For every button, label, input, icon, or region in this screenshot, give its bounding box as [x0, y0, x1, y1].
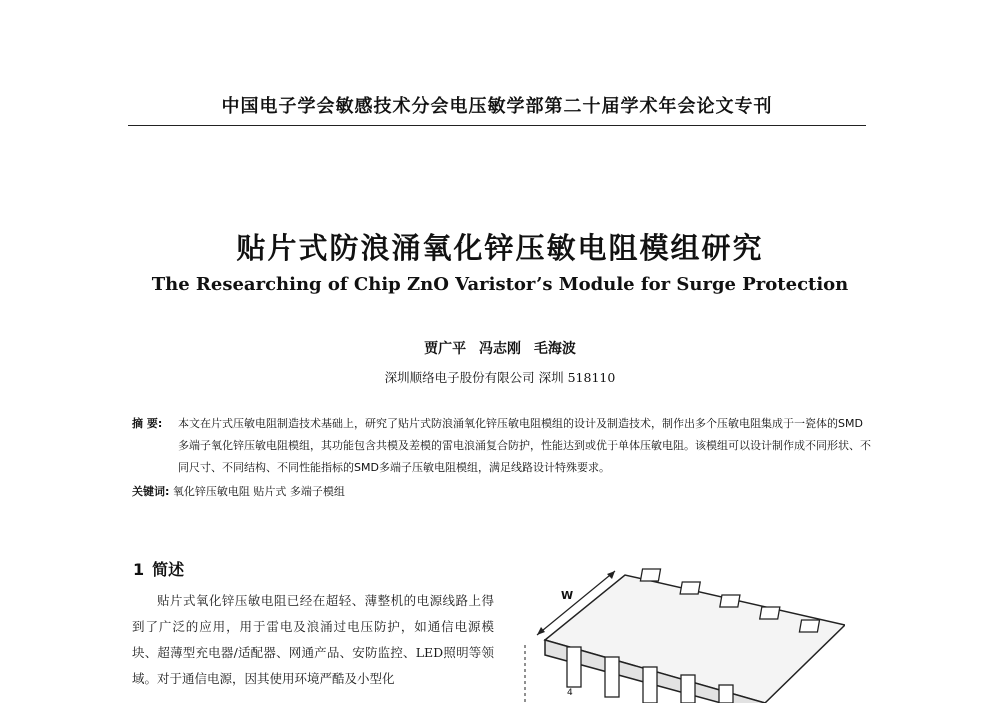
back-terminal	[680, 582, 700, 594]
abstract	[132, 413, 872, 479]
back-terminal	[760, 607, 780, 619]
authors: 贾广平 冯志刚 毛海波	[424, 341, 576, 357]
header-rule	[128, 125, 866, 126]
label-4: 4	[567, 688, 573, 698]
front-terminal	[567, 647, 581, 687]
keywords-text: 氧化锌压敏电阻 贴片式 多端子模组	[172, 485, 345, 498]
front-terminal	[605, 657, 619, 697]
section-paragraph: 贴片式氧化锌压敏电阻已经在超轻、薄整机的电源线路上得到了广泛的应用，用于雷电及浪涌过电压防护，如通信电源模块、超薄型充电器/适配器、网通产品、安防监控、LED照明等领域。对于通信电源，因其使用环境严酷及小型化	[132, 593, 494, 686]
back-terminal	[799, 620, 819, 632]
paper-title-chinese: 贴片式防浪涌氧化锌压敏电阻模组研究	[236, 231, 764, 265]
module-diagram	[515, 555, 845, 703]
front-terminal	[643, 667, 657, 703]
section-number: 1	[133, 560, 145, 579]
paper-title-english: The Researching of Chip ZnO Varistor’s Module for Surge Protection	[151, 274, 849, 295]
journal-header: 中国电子学会敏感技术分会电压敏学部第二十届学术年会论文专刊	[221, 96, 773, 117]
abstract-label: 摘 要:	[132, 417, 163, 430]
label-w: W	[561, 589, 574, 602]
back-terminal	[640, 569, 660, 581]
keywords-label: 关键词:	[132, 485, 170, 498]
back-terminal	[720, 595, 740, 607]
keywords	[132, 483, 872, 499]
abstract-text: 本文在片式压敏电阻制造技术基础上，研究了贴片式防浪涌氧化锌压敏电阻模组的设计及制造技术，制作出多个压敏电阻集成于一瓷体的SMD多端子氧化锌压敏电阻模组，其功能包含共模及差模的雷电浪涌复合防护，性能达到或优于单体压敏电阻。该模组可以设计制作成不同形状、不同尺寸、不同结构、不同性能指标的SMD多端子压敏电阻模组，满足线路设计特殊要求。	[178, 417, 871, 474]
front-terminal	[681, 675, 695, 703]
dimension-arrow	[537, 627, 545, 635]
module-figure	[515, 555, 845, 703]
front-terminal	[719, 685, 733, 703]
section-heading	[133, 557, 184, 580]
section-title: 简述	[152, 560, 185, 579]
dimension-arrow	[607, 571, 615, 579]
affiliation: 深圳顺络电子股份有限公司 深圳 518110	[384, 370, 616, 385]
